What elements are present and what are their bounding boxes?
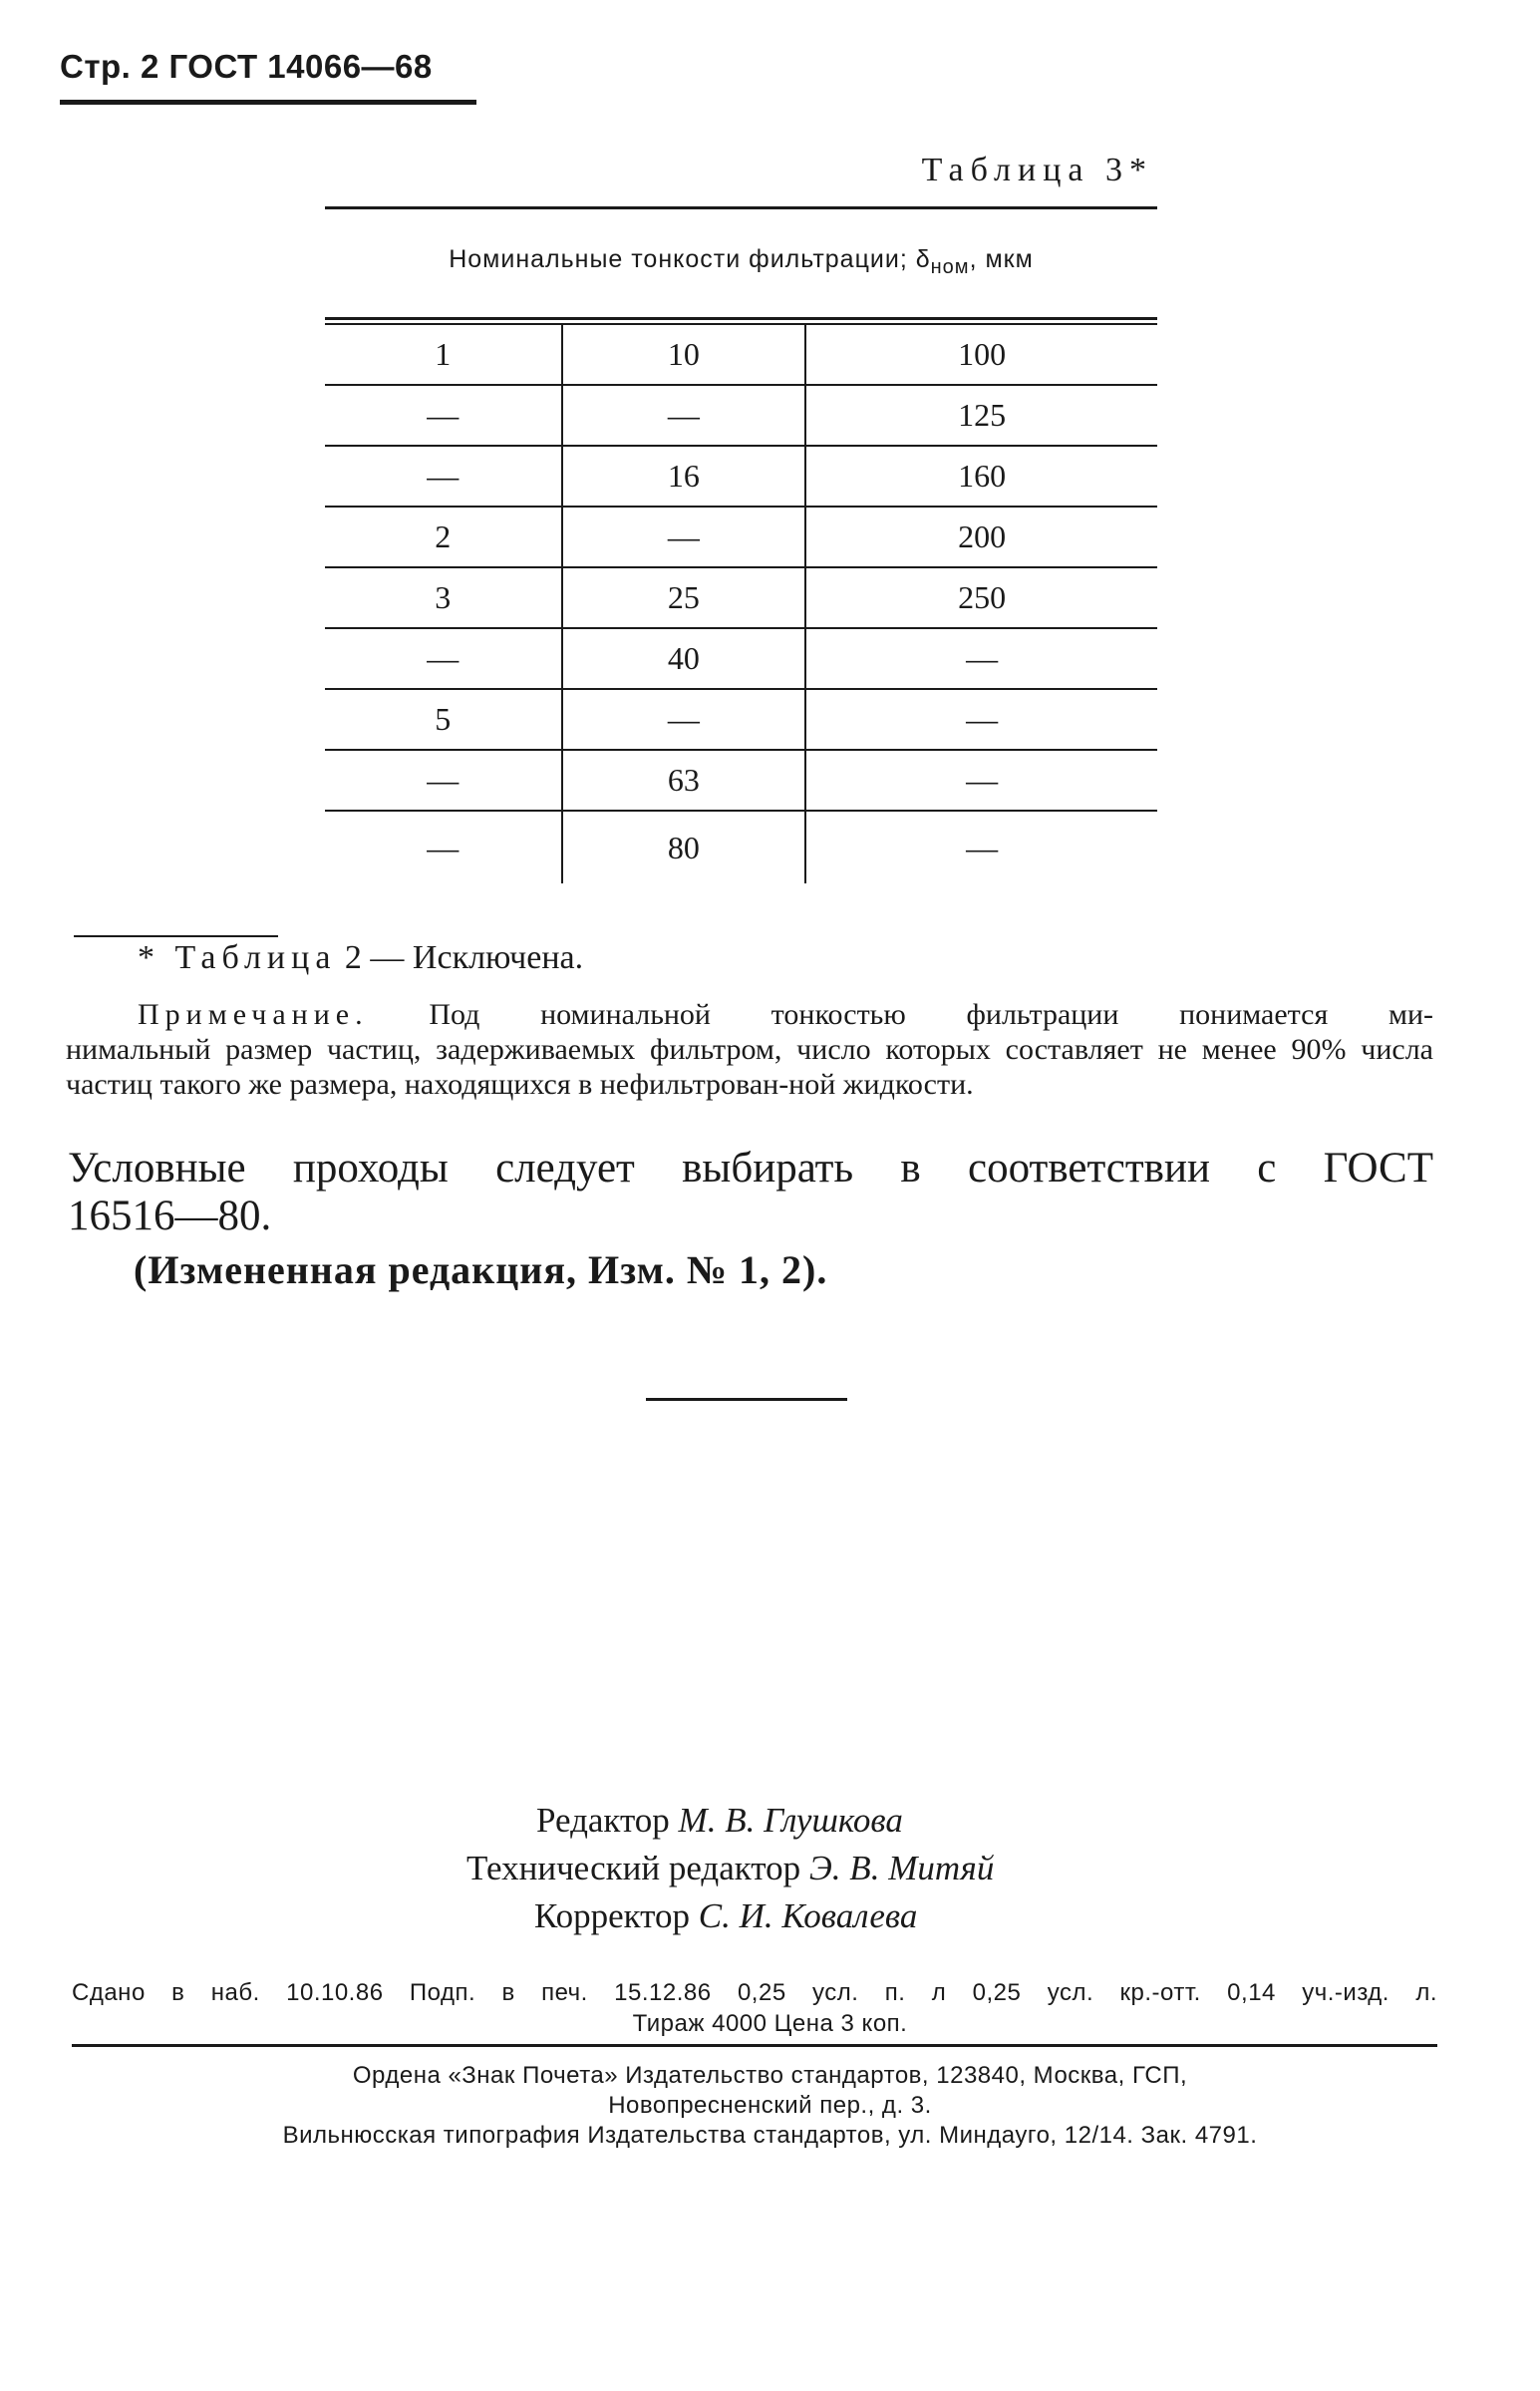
footnote-word: * Таблица [138,939,337,976]
footnote-rule [74,935,278,937]
table-cell: — [562,689,806,750]
table-row [325,385,1157,446]
table-cell: 2 [325,507,562,567]
footnote [138,939,583,977]
caption-unit: , мкм [969,245,1034,273]
table-cell: 40 [562,628,806,689]
note-first-text: Под номинальной тонкостью фильтрации понимается ми- [429,998,1433,1031]
table-cell: — [562,385,806,446]
credit-tech-name: Э. В. Митяй [808,1849,995,1887]
caption-main: Номинальные тонкости фильтрации; δ [449,245,931,273]
imprint-line-2: Тираж 4000 Цена 3 коп. [632,2010,908,2037]
table-cell: 100 [805,324,1157,385]
table-caption [325,245,1157,279]
table-cell: 3 [325,567,562,628]
imprint-line-3: Ордена «Знак Почета» Издательство стандартов, 123840, Москва, ГСП, [352,2062,1188,2089]
table-cell: — [325,385,562,446]
caption-sub: ном [930,256,970,278]
imprint-line-1: Сдано в наб. 10.10.86 Подп. в печ. 15.12.86 0,25 усл. п. л 0,25 усл. кр.-отт. 0,14 уч.-изд. л. [72,1979,1437,2006]
table-cell: — [325,750,562,811]
body-line-1: Условные проходы следует выбирать в соответствии с ГОСТ [68,1145,1433,1192]
table-row [325,446,1157,507]
note-block [138,997,1433,1032]
table-row [325,507,1157,567]
note-first-line [138,997,1433,1032]
credit-editor-name: М. В. Глушкова [678,1801,903,1840]
table-cell: 10 [562,324,806,385]
footnote-rest: 2 — Исключена. [344,939,584,976]
body-line-2: 16516—80. [68,1193,272,1239]
imprint-rule [72,2044,1437,2047]
table-cell: 125 [805,385,1157,446]
page-header: Стр. 2 ГОСТ 14066—68 [60,48,433,85]
table-header-rule [325,317,1157,320]
credit-tech [466,1849,994,1888]
table-row [325,750,1157,811]
data-table [325,323,1157,883]
imprint-line-4: Новопресненский пер., д. 3. [608,2092,932,2119]
table-label: Таблица 3* [921,152,1153,188]
table-cell: — [805,811,1157,883]
table-cell: — [427,829,460,865]
credit-proof-role: Корректор [534,1896,691,1935]
note-continuation: нимальный размер частиц, задерживаемых фильтром, число которых составляет не менее 90% числа частиц такого же размера, находящихся в нефильтрован-ной жидкости. [66,1033,1433,1101]
header-rule [60,100,476,105]
credit-editor [536,1801,903,1841]
table-cell: — [805,628,1157,689]
credit-editor-role: Редактор [536,1801,670,1840]
table-cell: — [805,750,1157,811]
table-cell: 160 [805,446,1157,507]
credit-proof-name: С. И. Ковалева [698,1896,918,1935]
table-cell: 63 [562,750,806,811]
note-lead: Примечание. [138,998,369,1031]
amendment-note: (Измененная редакция, Изм. № 1, 2). [134,1247,828,1292]
table-top-rule [325,206,1157,209]
imprint-line-5: Вильнюсская типография Издательства стандартов, ул. Миндауго, 12/14. Зак. 4791. [282,2122,1258,2149]
credit-tech-role: Технический редактор [466,1849,801,1887]
table-cell: 250 [805,567,1157,628]
table-cell: 5 [325,689,562,750]
table-cell: — [562,507,806,567]
separator-rule [646,1398,847,1401]
table-cell: 25 [562,567,806,628]
table-row [325,689,1157,750]
table-cell: 200 [805,507,1157,567]
table-cell: — [325,628,562,689]
table-cell: 16 [562,446,806,507]
table-row [325,324,1157,385]
table-cell: — [325,446,562,507]
credit-proof [534,1896,917,1936]
table-row [325,628,1157,689]
table-row [325,567,1157,628]
table-cell: 80 [562,811,806,883]
table-cell: — [805,689,1157,750]
table-row [325,811,1157,883]
table-cell: 1 [325,324,562,385]
